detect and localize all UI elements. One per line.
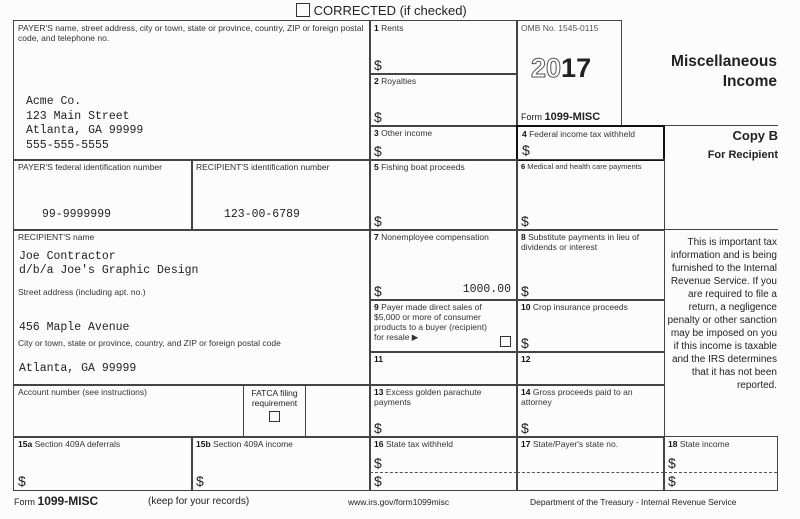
box-16[interactable] [369, 436, 518, 491]
footer-form [14, 494, 98, 508]
box-num: 14 [521, 387, 531, 397]
box-label: Federal income tax withheld [529, 129, 635, 139]
box-label: Medical and health care payments [527, 162, 642, 171]
box-label: Nonemployee compensation [381, 232, 489, 242]
box-label: State tax withheld [385, 439, 453, 449]
box-num: 11 [374, 354, 383, 364]
footer-form-name: 1099-MISC [37, 494, 99, 508]
box-17[interactable] [516, 436, 665, 491]
box-num: 8 [521, 232, 526, 242]
street-label: Street address (including apt. no.) [18, 287, 146, 297]
recipient-street: 456 Maple Avenue [19, 321, 130, 334]
box-label: Rents [381, 23, 404, 33]
box-9-checkbox[interactable] [500, 336, 511, 347]
corrected-checkbox[interactable] [296, 3, 310, 17]
box-7-value: 1000.00 [462, 283, 511, 296]
box-num: 13 [374, 387, 384, 397]
form-prefix: Form [521, 112, 542, 122]
important-notice: This is important tax information and is being furnished to the Internal Revenue Service. If you are required to file a return, a negligence penalty or other sanction may be imposed on you if this income is taxable and the IRS determines that it has not been reported. [667, 237, 777, 391]
box-label: Section 409A income [213, 439, 293, 449]
box-label: Crop insurance proceeds [532, 302, 628, 312]
copy-label [665, 128, 778, 161]
box-label: Fishing boat proceeds [381, 162, 465, 172]
recipient-id: 123-00-6789 [224, 208, 300, 221]
box-11[interactable] [369, 351, 518, 386]
payer-name: Acme Co. [26, 95, 82, 108]
dollar-sign: $ [374, 143, 382, 159]
payer-city: Atlanta, GA 99999 [26, 124, 144, 137]
box-12[interactable] [516, 351, 665, 386]
box-6[interactable] [516, 159, 665, 231]
box-num: 18 [668, 439, 678, 449]
box-14[interactable] [516, 384, 665, 438]
recipient-box[interactable] [13, 229, 371, 386]
form-title [620, 52, 777, 92]
box-num: 17 [521, 439, 531, 449]
box-label: Gross proceeds paid to an attorney [521, 387, 633, 407]
box-label: State income [679, 439, 730, 449]
title-line2: Income [722, 73, 777, 90]
dollar-sign: $ [521, 213, 529, 229]
dollar-sign: $ [196, 473, 204, 489]
box-8[interactable] [516, 229, 665, 301]
dollar-sign: $ [374, 455, 382, 471]
copy-b: Copy B [732, 128, 778, 143]
box-num: 4 [522, 129, 527, 139]
box-15b[interactable] [191, 436, 371, 491]
form-name: 1099-MISC [544, 111, 601, 123]
copy-for: For Recipient [707, 149, 778, 161]
box-num: 15b [196, 439, 211, 449]
box-label: Substitute payments in lieu of dividends or interest [521, 232, 640, 252]
box-label: State/Payer's state no. [532, 439, 619, 449]
dollar-sign: $ [374, 213, 382, 229]
box-13[interactable] [369, 384, 518, 438]
box-2[interactable] [369, 73, 518, 127]
corrected-label: CORRECTED (if checked) [313, 3, 467, 18]
box-num: 9 [374, 302, 379, 312]
omb-box [516, 20, 622, 127]
box-num: 6 [521, 162, 526, 171]
box-18[interactable] [663, 436, 778, 491]
payer-label: PAYER'S name, street address, city or town, state or province, country, ZIP or foreign postal code, and telephone no. [18, 23, 364, 43]
dollar-sign: $ [374, 283, 382, 299]
payer-street: 123 Main Street [26, 109, 130, 123]
city-label: City or town, state or province, country, and ZIP or foreign postal code [18, 338, 281, 348]
box-3[interactable] [369, 125, 518, 161]
payer-box[interactable] [13, 20, 371, 161]
footer-dept: Department of the Treasury - Internal Revenue Service [530, 497, 737, 507]
footer-form-prefix: Form [14, 497, 35, 507]
recipient-name-line1: Joe Contractor [19, 250, 116, 263]
omb-number: OMB No. 1545-0115 [521, 23, 599, 33]
dollar-sign: $ [668, 473, 676, 489]
dollar-sign: $ [374, 57, 382, 73]
dashed-divider [370, 472, 517, 473]
dollar-sign: $ [521, 420, 529, 436]
title-line1: Miscellaneous [671, 53, 777, 70]
dashed-divider [664, 472, 777, 473]
box-num: 15a [18, 439, 33, 449]
box-num: 7 [374, 232, 379, 242]
corrected-row [296, 3, 467, 18]
box-num: 16 [374, 439, 384, 449]
box-4[interactable] [516, 125, 665, 161]
dollar-sign: $ [374, 473, 382, 489]
recipient-id-label: RECIPIENT'S identification number [196, 162, 330, 172]
box-10[interactable] [516, 299, 665, 353]
box-num: 12 [521, 354, 531, 364]
account-label: Account number (see instructions) [18, 387, 147, 397]
box-label: Section 409A deferrals [34, 439, 121, 449]
dollar-sign: $ [374, 420, 382, 436]
box-num: 5 [374, 162, 379, 172]
box-label: Other income [381, 128, 433, 138]
dashed-divider [517, 472, 664, 473]
fatca-label: FATCA filing requirement [251, 388, 298, 408]
recipient-name-label: RECIPIENT'S name [18, 232, 95, 242]
payer-fed-id-label: PAYER'S federal identification number [18, 162, 162, 172]
box-num: 1 [374, 23, 379, 33]
tax-year [531, 53, 591, 84]
account-box[interactable] [13, 384, 371, 438]
box-15a[interactable] [13, 436, 193, 491]
box-9[interactable] [369, 299, 518, 353]
payer-fed-id-box[interactable] [13, 159, 193, 231]
recipient-name [19, 250, 198, 278]
year-outline: 20 [531, 53, 562, 83]
box-label: Excess golden parachute payments [374, 387, 482, 407]
box-5[interactable] [369, 159, 518, 231]
recipient-city: Atlanta, GA 99999 [19, 362, 137, 375]
payer-phone: 555-555-5555 [26, 138, 109, 152]
payer-address [26, 95, 143, 153]
box-num: 3 [374, 128, 379, 138]
recipient-name-line2: d/b/a Joe's Graphic Design [19, 264, 199, 277]
fatca-box [243, 384, 306, 438]
dollar-sign: $ [521, 283, 529, 299]
box-7[interactable] [369, 229, 518, 301]
dollar-sign: $ [374, 109, 382, 125]
dollar-sign: $ [522, 142, 530, 158]
box-num: 2 [374, 76, 379, 86]
dollar-sign: $ [18, 473, 26, 489]
dollar-sign: $ [521, 335, 529, 351]
box-label: Royalties [381, 76, 417, 86]
box-label: Payer made direct sales of $5,000 or more of consumer products to a buyer (recipient) for resale ▶ [374, 302, 487, 342]
footer-keep: (keep for your records) [148, 496, 250, 507]
divider [665, 229, 778, 230]
footer-url[interactable]: www.irs.gov/form1099misc [348, 497, 450, 507]
box-num: 10 [521, 302, 531, 312]
box-1[interactable] [369, 20, 518, 75]
payer-fed-id: 99-9999999 [42, 208, 112, 221]
fatca-checkbox[interactable] [269, 411, 280, 422]
dollar-sign: $ [668, 455, 676, 471]
recipient-id-box[interactable] [191, 159, 371, 231]
year-bold: 17 [561, 53, 592, 83]
